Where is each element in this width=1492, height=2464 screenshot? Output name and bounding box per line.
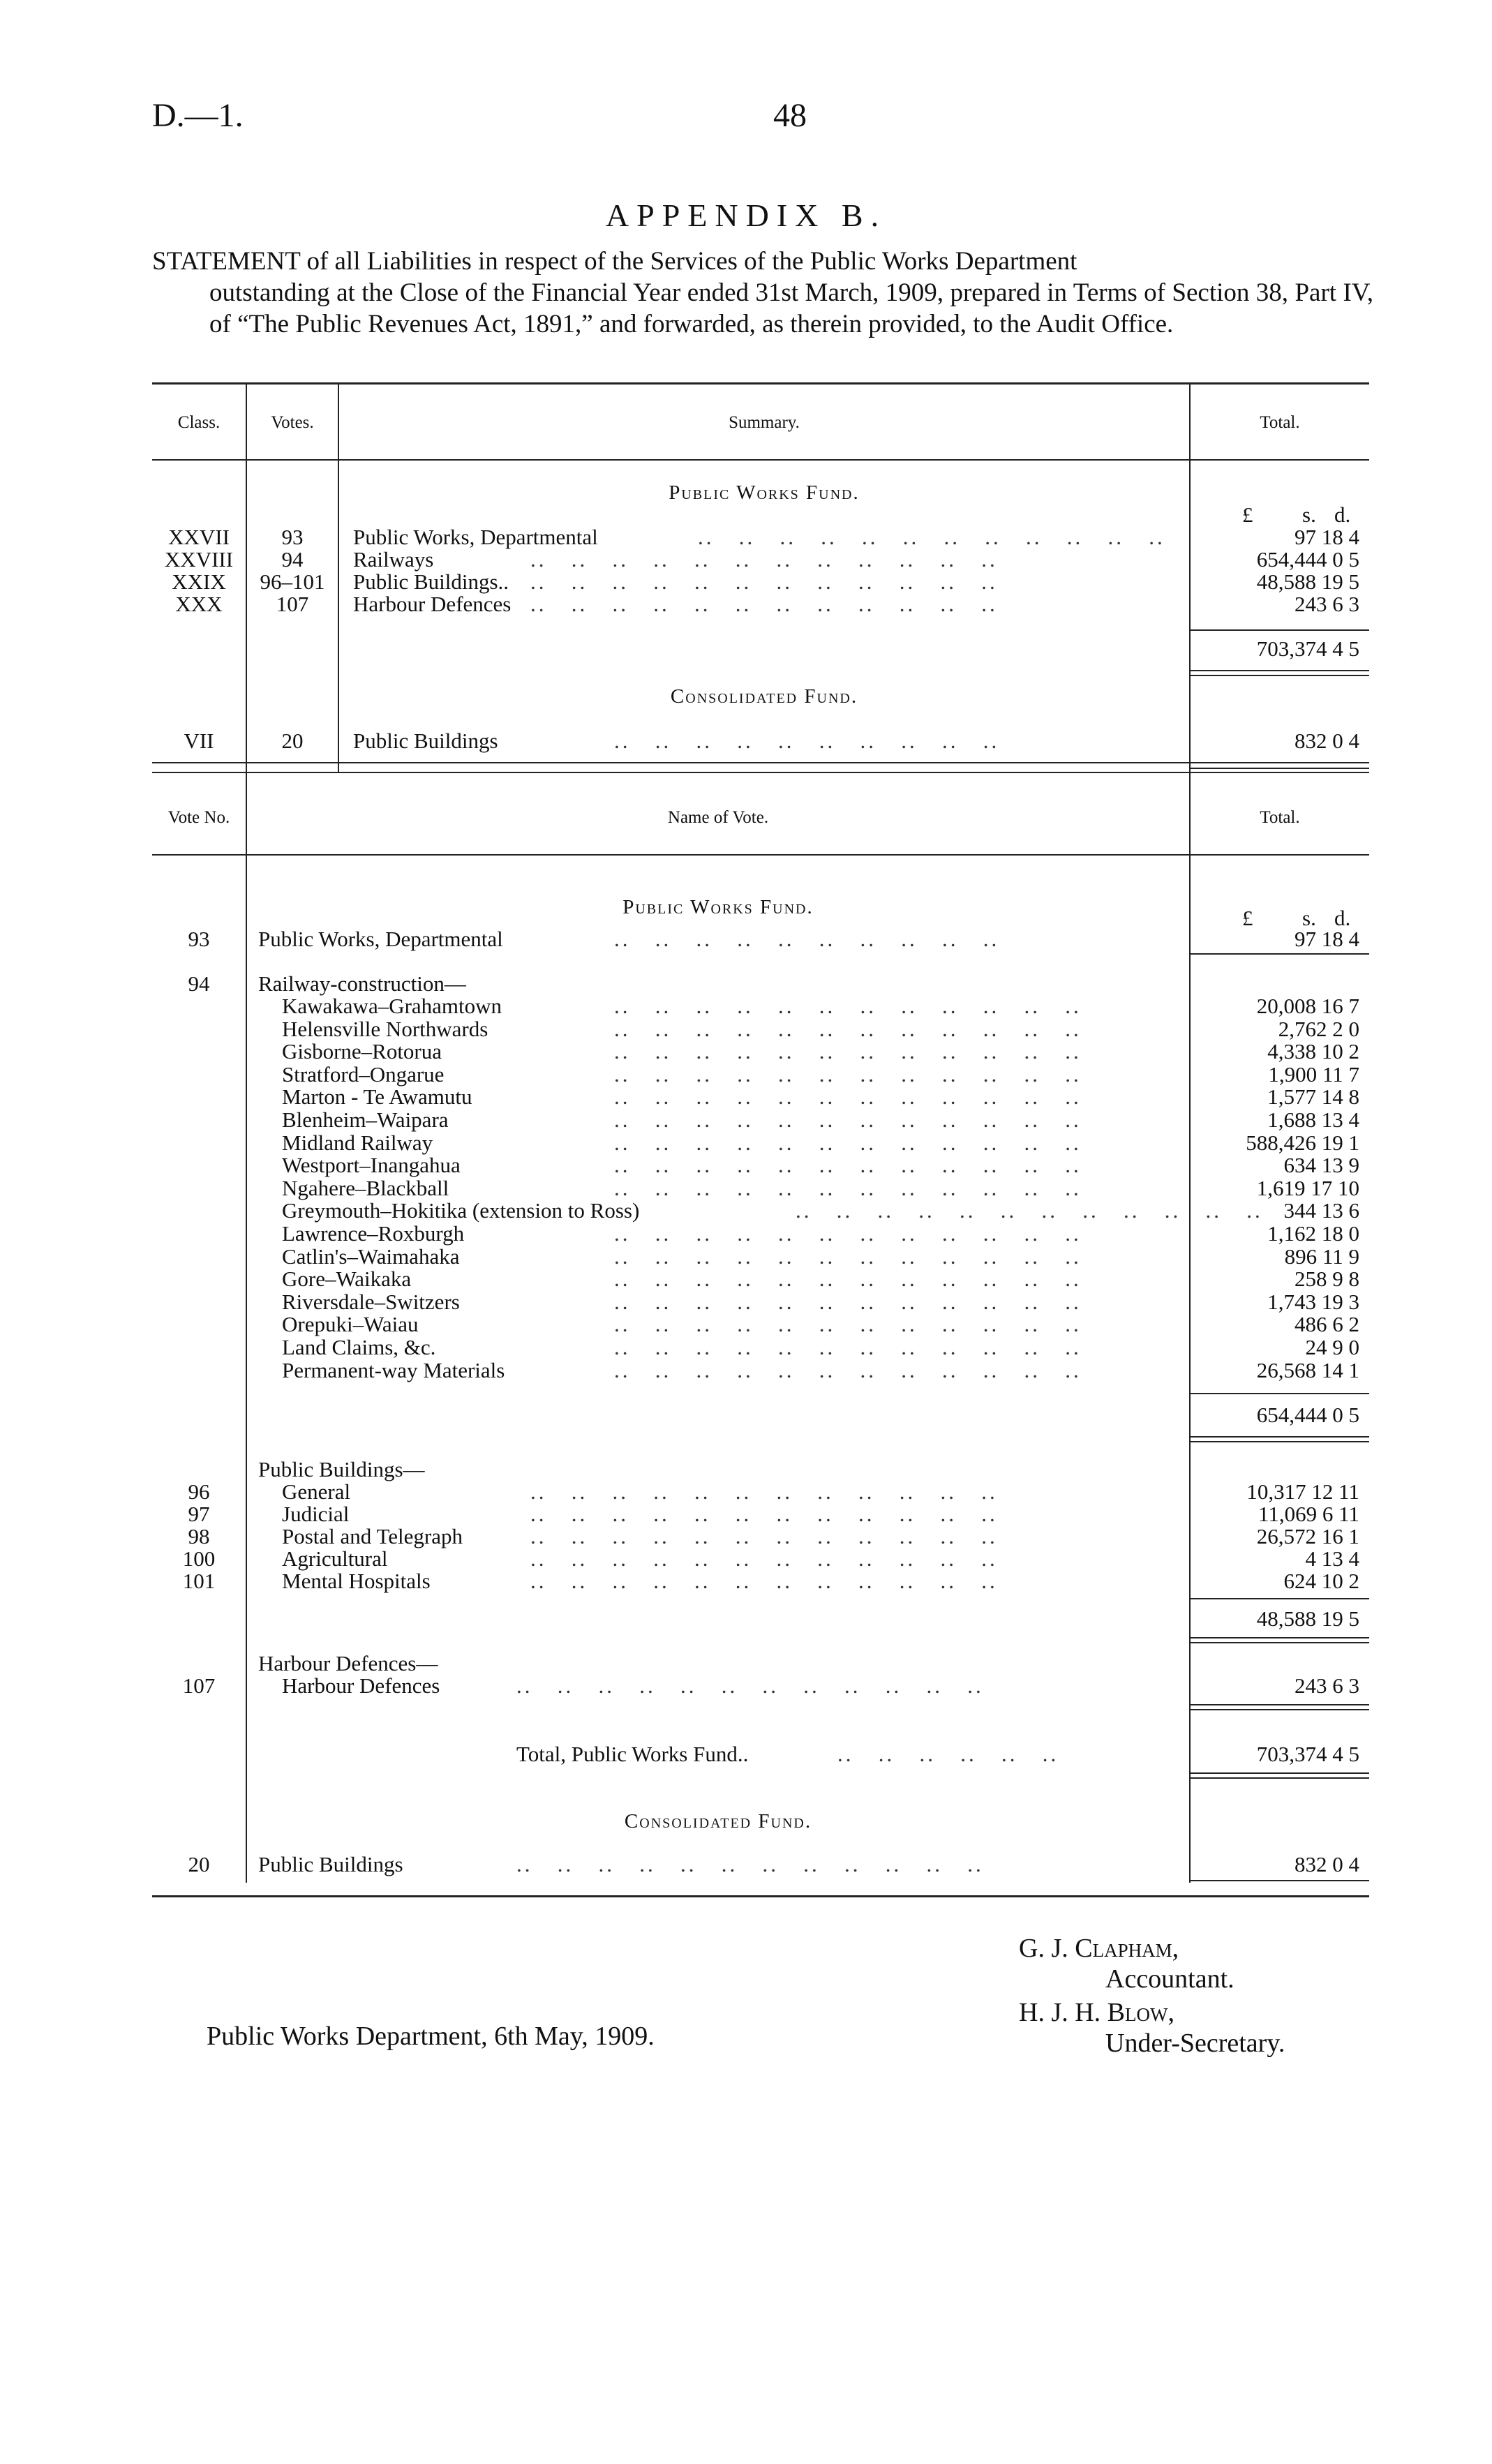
vote-name: Land Claims, &c.: [282, 1335, 436, 1359]
leader-dots: .. .. .. .. .. .. .. .. .. ..: [614, 729, 1000, 753]
vote-name: Catlin's–Waimahaka: [282, 1244, 460, 1269]
leader-dots: .. .. .. .. .. .. .. .. .. .. .. ..: [614, 1153, 1082, 1178]
leader-dots: .. .. .. .. .. .. .. .. .. .. .. ..: [614, 1267, 1082, 1292]
railway-row: [0, 1132, 1492, 1154]
railways-total: 654,444 0 5: [1256, 1403, 1359, 1427]
name-cell: Harbour Defences: [353, 592, 512, 616]
leader-dots: .. .. .. .. .. .. .. .. .. .. .. ..: [796, 1198, 1263, 1223]
buildings-total-row: [0, 1608, 1492, 1630]
vote-number: 93: [188, 927, 210, 951]
vote-total: 486 6 2: [1295, 1312, 1359, 1337]
vote-total: 2,762 2 0: [1278, 1016, 1359, 1041]
railway-row: [0, 1200, 1492, 1222]
currency-pounds: £: [1242, 906, 1253, 930]
col-header-vote-no: Vote No.: [167, 808, 230, 827]
signatory-name: G. J. Clapham,: [1019, 1934, 1179, 1963]
votes-cell: 20: [281, 729, 304, 753]
vote-total: 26,568 14 1: [1256, 1357, 1359, 1382]
vote-total: 97 18 4: [1295, 927, 1359, 951]
consolidated-row: [0, 1853, 1492, 1876]
currency-shillings: s.: [1302, 906, 1316, 930]
railway-row: [0, 1336, 1492, 1359]
signature-1-name: [1019, 1933, 1179, 1964]
vote-number: 94: [188, 971, 210, 996]
vote-total: 1,162 18 0: [1267, 1221, 1359, 1246]
currency-pounds: £: [1242, 502, 1253, 527]
col-header-votes: Votes.: [271, 413, 314, 432]
vote-number: 100: [182, 1546, 216, 1571]
vote-name: Harbour Defences: [282, 1673, 440, 1698]
vote-number: 101: [182, 1569, 216, 1593]
leader-dots: .. .. .. .. .. .. .. .. .. .. .. ..: [530, 1524, 998, 1548]
leader-dots: .. .. .. .. .. .. .. .. .. .. .. ..: [614, 1312, 1082, 1337]
vote-name: Midland Railway: [282, 1130, 433, 1155]
currency-pence: d.: [1334, 906, 1351, 930]
building-row: [0, 1481, 1492, 1503]
leader-dots: .. .. .. .. .. .. .. .. .. .. .. ..: [530, 1479, 998, 1504]
section-heading: Public Buildings—: [258, 1457, 425, 1481]
signature-2-name: [1019, 1997, 1174, 2028]
vote-name: Gisborne–Rotorua: [282, 1039, 442, 1064]
signature-2-title: Under-Secretary.: [1105, 2029, 1285, 2058]
total-cell: 832 0 4: [1295, 729, 1359, 753]
rule: [152, 762, 1369, 763]
rule: [1191, 953, 1369, 955]
leader-dots: .. .. .. .. .. .. .. .. .. .. .. ..: [614, 1107, 1082, 1132]
col-header-total: Total.: [1260, 413, 1300, 432]
vote-name: Public Buildings: [258, 1852, 403, 1876]
signatory-name: H. J. H. Blow,: [1019, 1998, 1174, 2027]
buildings-heading-row: [0, 1458, 1492, 1481]
summary-cf-row: [0, 730, 1492, 752]
railways-total-row: [0, 1404, 1492, 1426]
name-cell: Public Works, Departmental: [353, 525, 598, 549]
vote-name: Agricultural: [282, 1546, 388, 1571]
railway-row: [0, 1313, 1492, 1336]
rule: [1191, 1709, 1369, 1710]
rule: [1191, 629, 1369, 631]
statement-rest: outstanding at the Close of the Financial Year ended 31st March, 1909, prepared in Terms of Section 38, Part IV, of “The Public Revenues Act, 1891,” and forwarded, as therein provided, to the Audit Office.: [209, 278, 1373, 338]
vote-total: 344 13 6: [1283, 1198, 1359, 1223]
fund-heading-consolidated: Consolidated Fund.: [670, 685, 858, 708]
rule: [1191, 1598, 1369, 1599]
class-cell: XXVIII: [164, 547, 234, 572]
vote-total: 588,426 19 1: [1246, 1130, 1359, 1155]
railway-row: [0, 1018, 1492, 1040]
vote-total: 4 13 4: [1305, 1546, 1359, 1571]
class-cell: XXIX: [172, 569, 226, 594]
vote-name: Riversdale–Switzers: [282, 1289, 460, 1314]
railway-row: [0, 1086, 1492, 1108]
buildings-total: 48,588 19 5: [1256, 1606, 1359, 1631]
statement-text: [152, 246, 1373, 340]
leader-dots: .. .. .. .. .. .. .. .. .. .. .. ..: [614, 1175, 1082, 1200]
harbour-heading-row: [0, 1652, 1492, 1675]
vote-name: Mental Hospitals: [282, 1569, 431, 1593]
leader-dots: .. .. .. .. .. .. .. .. .. .. .. ..: [530, 592, 998, 616]
rule: [1191, 675, 1369, 676]
fund-heading-public-works: Public Works Fund.: [622, 896, 814, 918]
building-row: [0, 1525, 1492, 1548]
leader-dots: .. .. .. .. .. .. .. .. .. .. .. ..: [614, 1221, 1082, 1246]
rule: [152, 772, 1369, 773]
building-row: [0, 1570, 1492, 1592]
signature-1-title: Accountant.: [1105, 1964, 1234, 1994]
leader-dots: .. .. .. .. .. .. .. .. .. .. .. ..: [614, 1357, 1082, 1382]
rule: [1191, 1777, 1369, 1779]
building-row: [0, 1548, 1492, 1570]
currency-pence: d.: [1334, 502, 1351, 527]
vote-name: Kawakawa–Grahamtown: [282, 994, 502, 1018]
vote-total: 1,900 11 7: [1268, 1061, 1359, 1087]
fund-heading-consolidated: Consolidated Fund.: [624, 1810, 812, 1832]
vote-total: 832 0 4: [1295, 1852, 1359, 1876]
vote-number: 98: [188, 1524, 210, 1548]
leader-dots: .. .. .. .. .. .. .. .. .. .. .. ..: [530, 1546, 998, 1571]
vote-name: Greymouth–Hokitika (extension to Ross): [282, 1198, 640, 1223]
vote-number: 96: [188, 1479, 210, 1504]
vote-total: 258 9 8: [1295, 1267, 1359, 1292]
railway-row: [0, 1154, 1492, 1177]
rule: [152, 1895, 1369, 1897]
rule: [1191, 1436, 1369, 1438]
leader-dots: .. .. .. .. .. .. .. .. .. .. .. ..: [516, 1673, 984, 1698]
vote-total: 634 13 9: [1283, 1153, 1359, 1178]
vote-number: 20: [188, 1852, 210, 1876]
vote-total: 243 6 3: [1295, 1673, 1359, 1698]
currency-shillings: s.: [1302, 502, 1316, 527]
col-header-name: Name of Vote.: [667, 808, 769, 827]
page-number: 48: [773, 97, 807, 134]
leader-dots: .. .. .. .. .. .. .. .. .. ..: [614, 927, 1000, 951]
railway-row: [0, 1268, 1492, 1290]
vote-row-public-works-departmental: [0, 928, 1492, 950]
leader-dots: .. .. .. .. .. .. .. .. .. .. .. ..: [614, 1289, 1082, 1314]
total-cell: 97 18 4: [1295, 525, 1359, 549]
name-cell: Public Buildings..: [353, 569, 509, 594]
railway-row: [0, 1063, 1492, 1086]
vote-total: 896 11 9: [1284, 1244, 1359, 1269]
rule: [1191, 768, 1369, 769]
railway-row: [0, 1291, 1492, 1313]
vote-name: Judicial: [282, 1502, 350, 1526]
vote-total: 24 9 0: [1305, 1335, 1359, 1359]
rule: [1191, 1441, 1369, 1442]
summary-row: [0, 571, 1492, 593]
leader-dots: .. .. .. .. .. .. .. .. .. .. .. ..: [530, 1569, 998, 1593]
leader-dots: .. .. .. .. .. .. .. .. .. .. .. ..: [516, 1852, 984, 1876]
vote-name: Public Works, Departmental: [258, 927, 503, 951]
leader-dots: .. .. .. .. .. .. .. .. .. .. .. ..: [530, 547, 998, 572]
votes-cell: 107: [276, 592, 309, 616]
railway-row: [0, 1359, 1492, 1382]
col-header-summary: Summary.: [729, 413, 800, 432]
leader-dots: .. .. .. .. .. ..: [837, 1742, 1059, 1766]
public-works-fund-total-row: [0, 1743, 1492, 1765]
vote-name: Helensville Northwards: [282, 1016, 488, 1041]
leader-dots: .. .. .. .. .. .. .. .. .. .. .. ..: [614, 1130, 1082, 1155]
vote-name: Permanent-way Materials: [282, 1357, 505, 1382]
vote-name: Westport–Inangahua: [282, 1153, 461, 1178]
leader-dots: .. .. .. .. .. .. .. .. .. .. .. ..: [614, 1335, 1082, 1359]
name-cell: Railways: [353, 547, 434, 572]
vote-total: 20,008 16 7: [1256, 994, 1359, 1018]
railway-row: [0, 1109, 1492, 1131]
rule: [1191, 1642, 1369, 1643]
rule: [1191, 1880, 1369, 1881]
votes-cell: 93: [281, 525, 304, 549]
vote-name: Stratford–Ongarue: [282, 1061, 445, 1087]
statement-line-1: STATEMENT of all Liabilities in respect of the Services of the Public Works Department: [152, 247, 1077, 276]
vote-name: Gore–Waikaka: [282, 1267, 412, 1292]
class-cell: XXX: [175, 592, 223, 616]
votes-cell: 96–101: [260, 569, 325, 594]
document-code: D.—1.: [152, 97, 244, 134]
vote-name: Orepuki–Waiau: [282, 1312, 419, 1337]
summary-subtotal-row: [0, 638, 1492, 660]
vote-total: 1,577 14 8: [1267, 1084, 1359, 1110]
leader-dots: .. .. .. .. .. .. .. .. .. .. .. ..: [530, 569, 998, 594]
vote-name: Ngahere–Blackball: [282, 1175, 449, 1200]
total-cell: 48,588 19 5: [1256, 569, 1359, 594]
rule: [152, 382, 1369, 384]
rule: [1191, 1704, 1369, 1705]
vote-total: 26,572 16 1: [1256, 1524, 1359, 1548]
total-cell: 243 6 3: [1295, 592, 1359, 616]
vote-total: 10,317 12 11: [1246, 1479, 1359, 1504]
rule: [152, 459, 1369, 461]
rule: [1191, 1393, 1369, 1394]
total-cell: 654,444 0 5: [1256, 547, 1359, 572]
rule: [1191, 1637, 1369, 1638]
leader-dots: .. .. .. .. .. .. .. .. .. .. .. ..: [614, 1084, 1082, 1110]
name-cell: Public Buildings: [353, 729, 498, 753]
class-cell: XXVII: [168, 525, 230, 549]
section-heading: Railway-construction—: [258, 971, 466, 996]
railway-row: [0, 995, 1492, 1017]
vote-total: 4,338 10 2: [1267, 1039, 1359, 1064]
class-cell: VII: [184, 729, 214, 753]
vote-total: 624 10 2: [1283, 1569, 1359, 1593]
summary-row: [0, 526, 1492, 548]
rule: [1191, 1772, 1369, 1774]
leader-dots: .. .. .. .. .. .. .. .. .. .. .. ..: [614, 994, 1082, 1018]
railway-row: [0, 1223, 1492, 1245]
vote-total: 1,743 19 3: [1267, 1289, 1359, 1314]
leader-dots: .. .. .. .. .. .. .. .. .. .. .. ..: [530, 1502, 998, 1526]
place-and-date: Public Works Department, 6th May, 1909.: [207, 2022, 655, 2051]
leader-dots: .. .. .. .. .. .. .. .. .. .. .. ..: [614, 1039, 1082, 1064]
summary-row: [0, 548, 1492, 571]
leader-dots: .. .. .. .. .. .. .. .. .. .. .. ..: [614, 1016, 1082, 1041]
railway-heading-row: [0, 973, 1492, 995]
leader-dots: .. .. .. .. .. .. .. .. .. .. .. ..: [614, 1061, 1082, 1087]
fund-heading-public-works: Public Works Fund.: [669, 481, 860, 504]
vote-total: 11,069 6 11: [1258, 1502, 1359, 1526]
leader-dots: .. .. .. .. .. .. .. .. .. .. .. ..: [698, 525, 1165, 549]
vote-name: Blenheim–Waipara: [282, 1107, 449, 1132]
fund-total: 703,374 4 5: [1256, 1742, 1359, 1766]
vote-total: 1,688 13 4: [1267, 1107, 1359, 1132]
vote-name: Marton - Te Awamutu: [282, 1084, 472, 1110]
vote-name: Lawrence–Roxburgh: [282, 1221, 465, 1246]
section-heading: Harbour Defences—: [258, 1651, 438, 1675]
vote-number: 97: [188, 1502, 210, 1526]
railway-row: [0, 1177, 1492, 1200]
vote-name: General: [282, 1479, 351, 1504]
leader-dots: .. .. .. .. .. .. .. .. .. .. .. ..: [614, 1244, 1082, 1269]
vote-total: 1,619 17 10: [1256, 1175, 1359, 1200]
rule: [152, 854, 1369, 856]
appendix-title: APPENDIX B.: [605, 197, 887, 233]
harbour-row: [0, 1675, 1492, 1697]
summary-subtotal: 703,374 4 5: [1256, 636, 1359, 661]
summary-row: [0, 593, 1492, 615]
railway-row: [0, 1246, 1492, 1268]
col-header-total: Total.: [1260, 808, 1300, 827]
fund-total-label: Total, Public Works Fund..: [516, 1742, 749, 1766]
railway-row: [0, 1040, 1492, 1063]
vote-name: Postal and Telegraph: [282, 1524, 463, 1548]
votes-cell: 94: [281, 547, 304, 572]
rule: [1191, 670, 1369, 671]
col-header-class: Class.: [177, 413, 221, 432]
building-row: [0, 1503, 1492, 1525]
vote-number: 107: [182, 1673, 216, 1698]
